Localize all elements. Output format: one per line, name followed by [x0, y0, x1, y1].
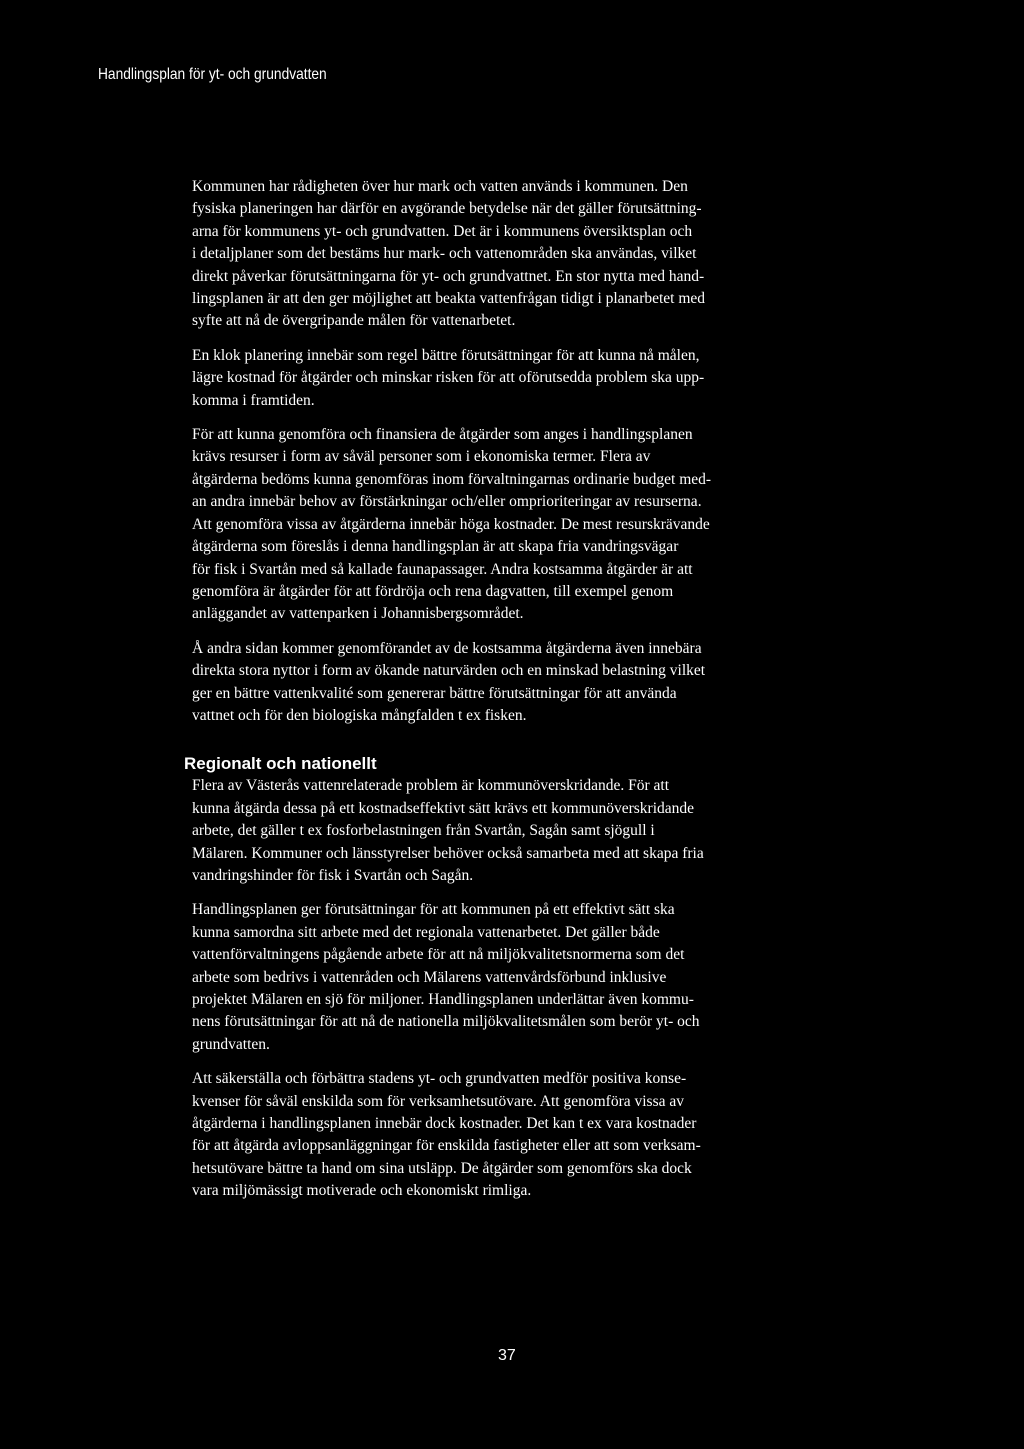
- page-number: 37: [498, 1347, 516, 1364]
- text-line: åtgärderna som föreslås i denna handlingsplan är att skapa fria vandringsvägar: [192, 538, 679, 556]
- text-line: kvenser för såväl enskilda som för verksamhetsutövare. Att genomföra vissa av: [192, 1092, 684, 1110]
- text-line: Flera av Västerås vattenrelaterade problem är kommunöverskridande. För att: [192, 777, 670, 795]
- text-line: i detaljplaner som det bestäms hur mark- och vattenområden ska användas, vilket: [192, 245, 697, 263]
- paragraph-1: [192, 176, 826, 333]
- text-line: för fisk i Svartån med så kallade faunapassager. Andra kostsamma åtgärder är att: [192, 560, 693, 578]
- text-line: direkt påverkar förutsättningarna för yt- och grundvattnet. En stor nytta med hand-: [192, 267, 705, 285]
- text-line: projektet Mälaren en sjö för miljoner. Handlingsplanen underlättar även kommu-: [192, 991, 694, 1008]
- text-line: arbete, det gäller t ex fosforbelastningen från Svartån, Sagån samt sjögull i: [192, 822, 655, 840]
- text-line: syfte att nå de övergripande målen för vattenarbetet.: [192, 312, 516, 330]
- text-line: fysiska planeringen har därför en avgörande betydelse när det gäller förutsättning-: [192, 200, 702, 218]
- text-line: genomföra är åtgärder för att fördröja och rena dagvatten, till exempel genom: [192, 582, 674, 600]
- text-line: Att genomföra vissa av åtgärderna innebär höga kostnader. De mest resurskrävande: [192, 515, 710, 533]
- text-line: direkta stora nyttor i form av ökande naturvärden och en minskad belastning vilket: [192, 662, 706, 680]
- text-line: an andra innebär behov av förstärkningar och/eller omprioriteringar av resurserna.: [192, 493, 702, 511]
- text-line: nens förutsättningar för att nå de nationella miljökvalitetsmålen som berör yt- och: [192, 1013, 700, 1031]
- section-paragraph-2: [192, 899, 826, 1056]
- text-line: Handlingsplanen ger förutsättningar för att kommunen på ett effektivt sätt ska: [192, 901, 675, 919]
- text-line: krävs resurser i form av såväl personer som i ekonomiska termer. Flera av: [192, 448, 651, 466]
- text-line: vara miljömässigt motiverade och ekonomiskt rimliga.: [192, 1182, 532, 1200]
- page-content: [184, 176, 826, 1215]
- text-line: ger en bättre vattenkvalité som genererar bättre förutsättningar för att använda: [192, 684, 677, 702]
- text-line: En klok planering innebär som regel bättre förutsättningar för att kunna nå målen,: [192, 346, 700, 364]
- text-line: vattnet och för den biologiska mångfalden t ex fisken.: [192, 706, 527, 724]
- text-line: arbete som bedrivs i vattenråden och Mälarens vattenvårdsförbund inklusive: [192, 968, 667, 986]
- text-line: åtgärderna bedöms kunna genomföras inom förvaltningarnas ordinarie budget med-: [192, 470, 712, 488]
- paragraph-3: [192, 424, 826, 626]
- section-paragraph-3: [192, 1068, 826, 1202]
- text-line: anläggandet av vattenparken i Johannisbergsområdet.: [192, 605, 524, 623]
- paragraph-4: [192, 638, 826, 728]
- text-line: kunna åtgärda dessa på ett kostnadseffektivt sätt krävs ett kommunöverskridande: [192, 799, 695, 817]
- text-line: lägre kostnad för åtgärder och minskar risken för att oförutsedda problem ska upp-: [192, 369, 705, 387]
- paragraph-2: [192, 345, 826, 412]
- text-line: lingsplanen är att den ger möjlighet att beakta vattenfrågan tidigt i planarbetet med: [192, 290, 706, 308]
- text-line: vattenförvaltningens pågående arbete för att nå miljökvalitetsnormerna som det: [192, 946, 685, 964]
- text-line: hetsutövare bättre ta hand om sina utsläpp. De åtgärder som genomförs ska dock: [192, 1159, 692, 1177]
- text-line: grundvatten.: [192, 1035, 270, 1053]
- text-line: för att åtgärda avloppsanläggningar för enskilda fastigheter eller att som verksam-: [192, 1137, 701, 1155]
- text-line: åtgärderna i handlingsplanen innebär dock kostnader. Det kan t ex vara kostnader: [192, 1115, 697, 1133]
- text-line: För att kunna genomföra och finansiera de åtgärder som anges i handlingsplanen: [192, 426, 693, 444]
- section-paragraph-1: [192, 775, 826, 887]
- text-line: Att säkerställa och förbättra stadens yt- och grundvatten medför positiva konse-: [192, 1070, 687, 1088]
- text-line: komma i framtiden.: [192, 391, 315, 409]
- page-header-title: Handlingsplan för yt- och grundvatten: [98, 66, 327, 83]
- text-line: vandringshinder för fisk i Svartån och Sagån.: [192, 866, 474, 884]
- text-line: Kommunen har rådigheten över hur mark och vatten används i kommunen. Den: [192, 178, 688, 195]
- text-line: Mälaren. Kommuner och länsstyrelser behöver också samarbeta med att skapa fria: [192, 844, 704, 862]
- text-line: kunna samordna sitt arbete med det regionala vattenarbetet. Det gäller både: [192, 923, 660, 941]
- text-line: arna för kommunens yt- och grundvatten. Det är i kommunens översiktsplan och: [192, 222, 693, 240]
- section-heading: Regionalt och nationellt: [184, 754, 377, 774]
- text-line: Å andra sidan kommer genomförandet av de kostsamma åtgärderna även innebära: [192, 639, 702, 657]
